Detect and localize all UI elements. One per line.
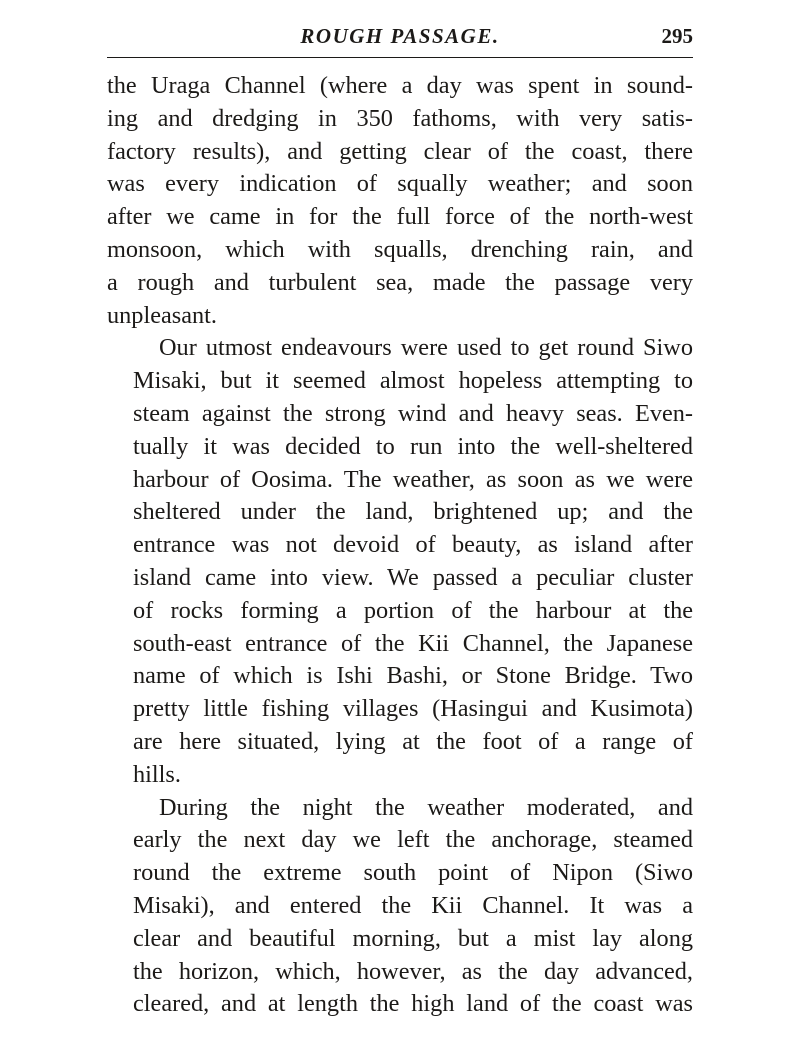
text-line: clear and beautiful morning, but a mist lay along: [133, 924, 693, 952]
paragraph-2: [107, 332, 693, 791]
text-line: are here situated, lying at the foot of a range of: [133, 727, 693, 755]
text-line: harbour of Oosima. The weather, as soon as we were: [133, 465, 693, 493]
text-line: hills.: [133, 760, 181, 788]
text-line: the Uraga Channel (where a day was spent in sound-: [107, 72, 693, 99]
text-line: name of which is Ishi Bashi, or Stone Bridge. Two: [133, 662, 693, 690]
text-line: monsoon, which with squalls, drenching rain, and: [107, 235, 693, 263]
paragraph-1: [107, 70, 693, 332]
text-line: Misaki, but it seemed almost hopeless attempting to: [133, 367, 693, 395]
text-line: south-east entrance of the Kii Channel, the Japanese: [133, 629, 693, 657]
text-line: Our utmost endeavours were used to get round Siwo: [159, 334, 693, 362]
paragraph-3: [107, 792, 693, 1022]
text-line: island came into view. We passed a peculiar cluster: [133, 563, 693, 591]
page-number: 295: [661, 24, 693, 48]
text-line: early the next day we left the anchorage, steamed: [133, 826, 693, 854]
body-text: [107, 70, 693, 1021]
running-title: ROUGH PASSAGE.: [300, 24, 500, 48]
text-line: tually it was decided to run into the well-sheltered: [133, 432, 693, 460]
text-line: pretty little fishing villages (Hasingui and Kusimota): [133, 695, 693, 723]
text-line: a rough and turbulent sea, made the passage very: [107, 268, 693, 296]
text-line: steam against the strong wind and heavy seas. Even-: [133, 399, 693, 427]
text-line: entrance was not devoid of beauty, as island after: [133, 531, 693, 559]
text-line: ing and dredging in 350 fathoms, with very satis-: [107, 104, 693, 132]
text-line: sheltered under the land, brightened up; and the: [133, 498, 693, 526]
text-line: round the extreme south point of Nipon (Siwo: [133, 859, 693, 887]
text-line: Misaki), and entered the Kii Channel. It was a: [133, 891, 693, 919]
text-line: was every indication of squally weather; and soon: [107, 170, 693, 198]
text-line: cleared, and at length the high land of the coast was: [133, 990, 693, 1018]
header-rule: [107, 57, 693, 58]
book-page: [107, 22, 693, 1021]
text-line: after we came in for the full force of the north-west: [107, 203, 693, 231]
text-line: factory results), and getting clear of the coast, there: [107, 137, 693, 165]
text-line: unpleasant.: [107, 301, 217, 329]
text-line: of rocks forming a portion of the harbour at the: [133, 596, 693, 624]
running-header: [107, 22, 693, 56]
text-line: the horizon, which, however, as the day advanced,: [133, 957, 693, 985]
text-line: During the night the weather moderated, and: [159, 793, 693, 821]
